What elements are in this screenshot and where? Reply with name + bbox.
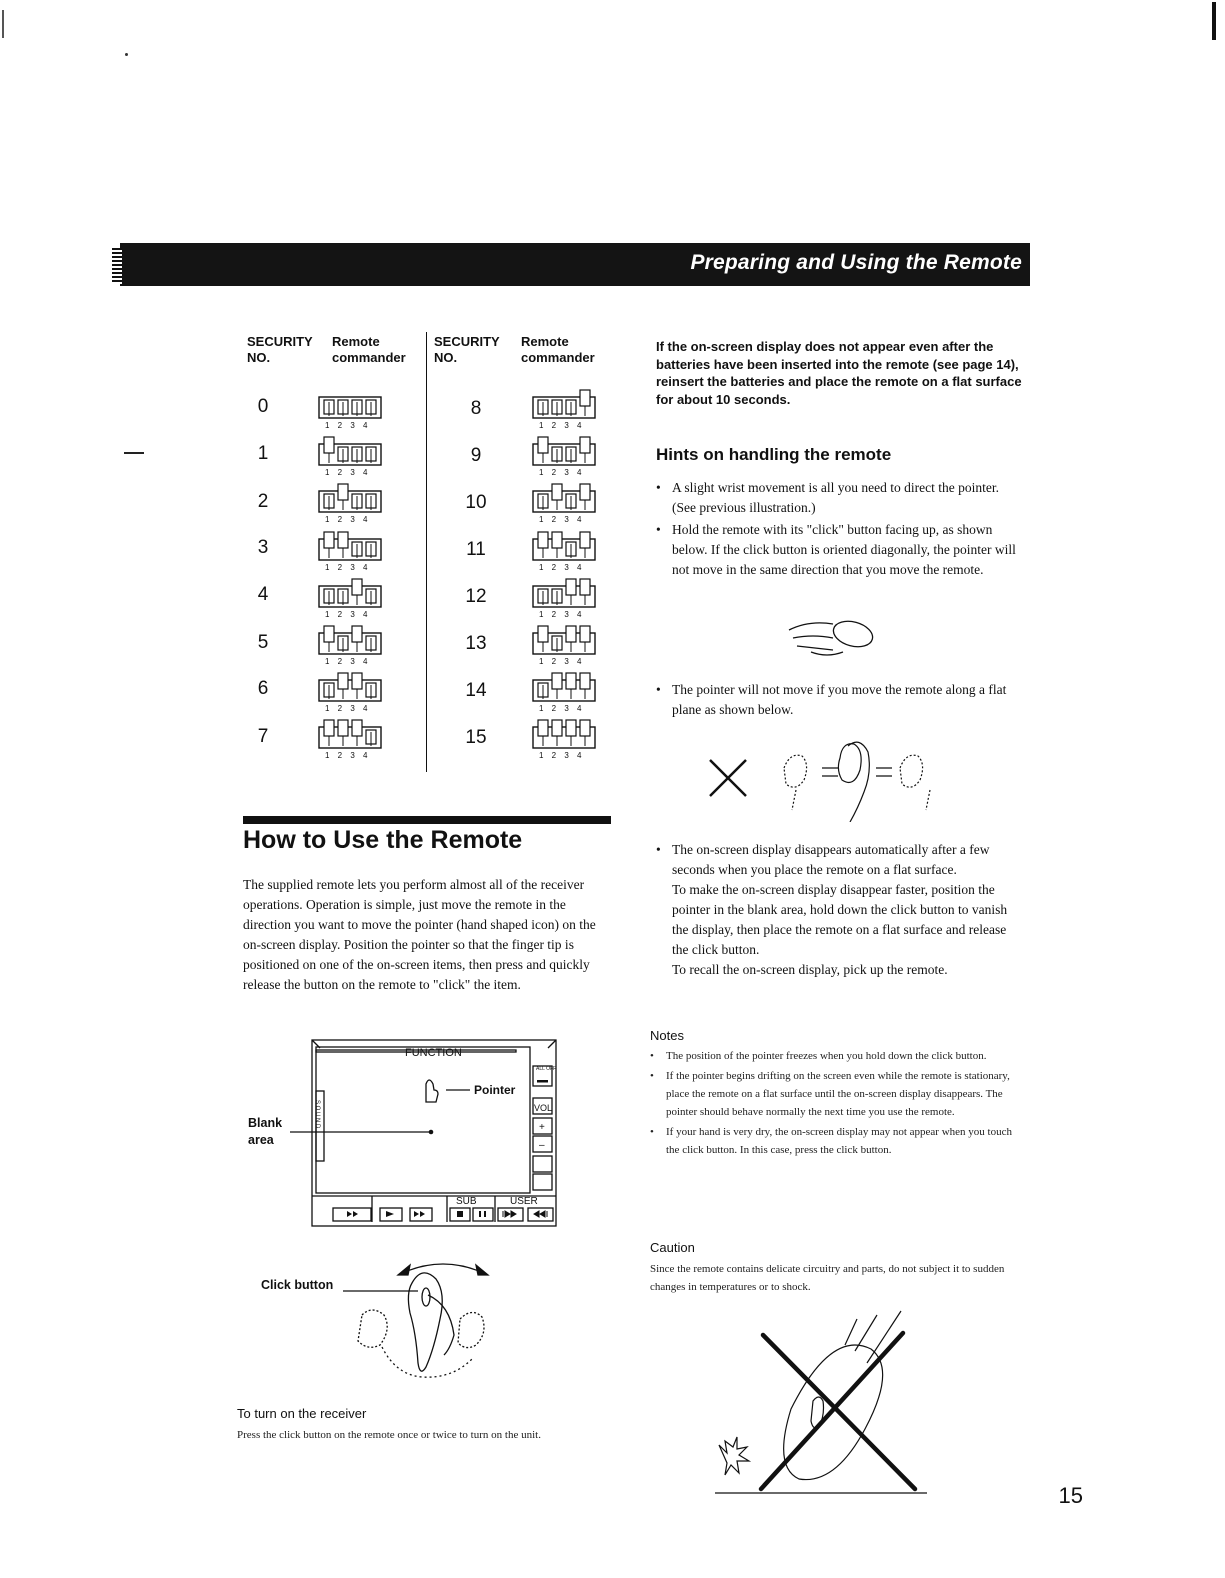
security-number: 6 (257, 678, 269, 699)
pointer-hand-icon (426, 1080, 438, 1102)
dip-switch-numbers: 1 2 3 4 (325, 468, 368, 478)
dip-switch-numbers: 1 2 3 4 (325, 515, 368, 525)
flat-plane-figure (700, 730, 970, 822)
dip-switch-lever (338, 484, 348, 500)
security-number: 5 (257, 632, 269, 653)
vol-minus-label: – (539, 1140, 545, 1151)
hint-paragraph: To recall the on-screen display, pick up the remote. (672, 962, 948, 977)
section-title: How to Use the Remote (243, 826, 523, 854)
scan-mark (125, 53, 128, 56)
dip-switch-numbers: 1 2 3 4 (539, 704, 582, 714)
security-number: 2 (257, 491, 269, 512)
security-number: 9 (470, 445, 482, 466)
security-number: 1 (257, 443, 269, 464)
screen-corner-line (548, 1040, 556, 1048)
vol-plus-label: + (539, 1122, 545, 1133)
scan-mark (124, 452, 144, 454)
dip-switch-lever (566, 720, 576, 736)
dip-switch-lever (338, 720, 348, 736)
dip-switch-lever (538, 626, 548, 642)
blank-button (533, 1156, 552, 1172)
hint-paragraph: To make the on-screen display disappear faster, position the pointer in the blank area, hold down the click button to vanish the display, then place the remote on a flat surface and release the click button. (672, 882, 1008, 957)
dip-switch-numbers: 1 2 3 4 (539, 657, 582, 666)
dip-switch-numbers: 1 2 3 4 (539, 515, 582, 525)
security-number: 4 (257, 584, 269, 605)
security-number: 13 (465, 633, 487, 654)
dip-switch-lever (580, 532, 590, 548)
dip-switch-lever (580, 579, 590, 595)
col-security-left: SECURITY NO. (247, 334, 313, 365)
dip-switch-numbers: 1 2 3 4 (539, 468, 582, 478)
dip-switch-numbers: 1 2 3 4 (325, 562, 368, 572)
click-button-figure (340, 1255, 520, 1395)
blank-area-label: Blank area (248, 1116, 283, 1147)
user-label: USER (510, 1196, 538, 1207)
dip-switch-lever (552, 484, 562, 500)
pause-button (473, 1208, 493, 1221)
dip-switch-lever (552, 720, 562, 736)
header-bar-notch (112, 248, 122, 284)
list-item: • The pointer will not move if you move the remote along a flat plane as shown below. (656, 680, 1021, 720)
dip-switch-lever (352, 673, 362, 689)
click-button-label: Click button (261, 1278, 334, 1292)
scan-mark (2, 10, 4, 38)
dip-switch-lever (566, 579, 576, 595)
dip-switch-lever (580, 720, 590, 736)
impact-star-icon (719, 1437, 749, 1475)
dip-switch-numbers: 1 2 3 4 (325, 657, 368, 666)
dip-switch-lever (580, 390, 590, 406)
ghost-hand-icon (358, 1310, 387, 1347)
sound-letters: S O U N D (314, 1100, 320, 1129)
dip-switch-lever (552, 673, 562, 689)
vol-label: VOL (534, 1103, 553, 1113)
list-item: • The position of the pointer freezes when you hold down the click button. (650, 1047, 1020, 1065)
list-item: • Hold the remote with its "click" button facing up, as shown below. If the click button is oriented diagonally, the pointer will not move in the same direction that you move the remote. (656, 520, 1021, 580)
all-off-label: ALL OFF (536, 1066, 557, 1072)
dip-switch-lever (352, 720, 362, 736)
how-to-body: The supplied remote lets you perform almost all of the receiver operations. Operation is simple, just move the remote in the direction you want to move the pointer (hand shaped icon) on the on-screen display. Position the pointer so that the finger tip is positioned on one of the on-screen items, then press and quickly release the button on the remote to "click" the item. (243, 877, 596, 992)
dip-switch-lever (552, 532, 562, 548)
ghost-hand-icon (784, 755, 807, 787)
function-label: FUNCTION (405, 1047, 462, 1059)
list-item: • If the pointer begins drifting on the screen even while the remote is stationary, place the remote on a flat surface until the on-screen display disappears. The pointer should behave normally the next time you use the remote. (650, 1067, 1020, 1121)
ghost-hand-icon (458, 1312, 484, 1347)
dip-switch-lever (566, 626, 576, 642)
col-remote-right: Remote commander (521, 334, 595, 365)
dip-switch-numbers: 1 2 3 4 (539, 609, 582, 619)
remote-icon (831, 617, 876, 651)
security-number: 3 (257, 537, 269, 558)
dip-switch-lever (324, 626, 334, 642)
on-screen-display-figure (240, 1038, 570, 1230)
list-item: • If your hand is very dry, the on-screen display may not appear when you touch the click button. In this case, press the click button. (650, 1123, 1020, 1159)
hints-list-3 (656, 840, 1021, 982)
dip-switch-lever (538, 532, 548, 548)
hand-icon (428, 1295, 454, 1355)
dip-switch-numbers: 1 2 3 4 (325, 421, 368, 430)
security-number: 11 (466, 539, 486, 560)
shock-figure (705, 1305, 940, 1500)
turn-on-body: Press the click button on the remote once or twice to turn on the unit. (237, 1429, 541, 1441)
hints-list-2 (656, 680, 1021, 722)
security-number: 0 (257, 396, 269, 417)
screen-inner (316, 1047, 530, 1193)
pointer-label: Pointer (474, 1083, 516, 1097)
list-item: • A slight wrist movement is all you need to direct the pointer. (See previous illustration.) (656, 478, 1021, 518)
dip-switch-lever (580, 484, 590, 500)
dip-switch-numbers: 1 2 3 4 (325, 704, 368, 714)
page-number: 15 (1058, 1483, 1083, 1508)
caution-body: Since the remote contains delicate circuitry and parts, do not subject it to sudden changes in temperatures or to shock. (650, 1263, 1005, 1293)
dip-switch-lever (352, 579, 362, 595)
dip-switch-lever (324, 437, 334, 453)
hand-icon (789, 623, 843, 655)
hints-heading: Hints on handling the remote (656, 445, 892, 464)
dip-switch-lever (538, 437, 548, 453)
hints-list (656, 478, 1021, 582)
blank-button (533, 1174, 552, 1190)
dip-switch-lever (338, 673, 348, 689)
notes-list (650, 1047, 1020, 1161)
dip-switch-lever (324, 720, 334, 736)
dip-switch-numbers: 1 2 3 4 (325, 609, 368, 619)
security-number: 7 (257, 726, 269, 747)
dip-switch-lever (580, 626, 590, 642)
dip-switch-lever (338, 532, 348, 548)
security-number: 10 (465, 492, 487, 513)
dip-switch-lever (324, 532, 334, 548)
remote-icon (838, 744, 861, 783)
dip-switch-lever (580, 437, 590, 453)
security-number: 14 (465, 680, 487, 701)
turn-on-heading: To turn on the receiver (237, 1406, 367, 1421)
dip-switch-lever (352, 626, 362, 642)
dip-switch-numbers: 1 2 3 4 (539, 751, 582, 761)
ghost-hand-icon (900, 755, 923, 787)
motion-arc (398, 1264, 488, 1275)
intro-bold-text: If the on-screen display does not appear even after the batteries have been inserted into the remote (see page 14), reinsert the batteries and place the remote on a flat surface for about 10 seconds. (656, 339, 1022, 407)
list-item (656, 840, 1021, 980)
caution-heading: Caution (650, 1240, 695, 1255)
notes-heading: Notes (650, 1028, 684, 1043)
dip-switch-numbers: 1 2 3 4 (325, 751, 368, 761)
header-title: Preparing and Using the Remote (690, 251, 1022, 274)
security-number: 8 (470, 398, 482, 419)
dip-switch-numbers: 1 2 3 4 (539, 421, 582, 430)
dip-switch-lever (538, 720, 548, 736)
section-rule (243, 816, 611, 824)
security-number: 12 (465, 586, 487, 607)
motion-lines (822, 768, 892, 776)
scan-mark (1212, 2, 1216, 40)
col-security-right: SECURITY NO. (434, 334, 500, 365)
col-remote-left: Remote commander (332, 334, 406, 365)
table-divider (426, 332, 427, 772)
correct-grip-figure (785, 612, 885, 662)
sub-label: SUB (456, 1196, 477, 1207)
header-bar (120, 243, 1030, 286)
hint-paragraph: The on-screen display disappears automatically after a few seconds when you place the remote on a flat surface. (672, 842, 990, 877)
dip-switch-lever (566, 673, 576, 689)
dip-switch-lever (580, 673, 590, 689)
cross-icon (763, 1335, 915, 1489)
dip-switch-numbers: 1 2 3 4 (539, 562, 582, 572)
rewind-button (333, 1208, 371, 1221)
security-number: 15 (465, 727, 487, 748)
